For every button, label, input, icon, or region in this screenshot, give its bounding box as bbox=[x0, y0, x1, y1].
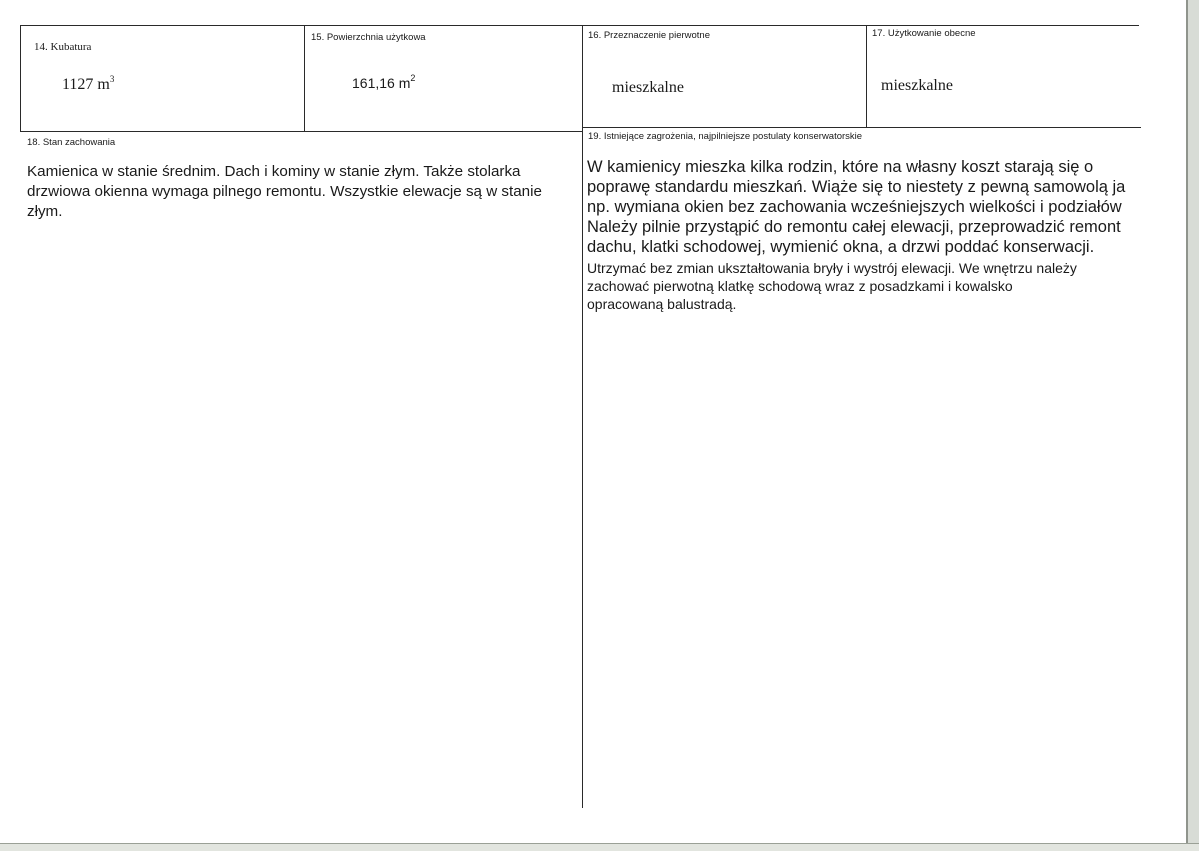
stan-label: 18. Stan zachowania bbox=[27, 137, 116, 148]
row-divider bbox=[20, 131, 582, 132]
przeznaczenie-value: mieszkalne bbox=[612, 79, 684, 96]
kubatura-number: 1127 m bbox=[62, 76, 110, 93]
zagrozenia-line: opracowaną balustradą. bbox=[587, 296, 737, 312]
zagrozenia-line: poprawę standardu mieszkań. Wiąże się to niestety z pewną samowolą ja bbox=[587, 178, 1126, 196]
col-divider-1 bbox=[304, 25, 305, 131]
powierzchnia-label: 15. Powierzchnia użytkowa bbox=[311, 32, 426, 43]
zagrozenia-line: zachować pierwotną klatkę schodową wraz z posadzkami i kowalsko bbox=[587, 278, 1013, 294]
top-border bbox=[20, 25, 1139, 26]
zagrozenia-line: dachu, klatki schodowej, wymienić okna, a drzwi poddać konserwacji. bbox=[587, 238, 1095, 256]
col-divider-3 bbox=[866, 25, 867, 127]
kubatura-exponent: 3 bbox=[109, 74, 115, 84]
kubatura-value bbox=[62, 74, 114, 94]
stan-line: złym. bbox=[27, 203, 63, 220]
stan-line: Kamienica w stanie średnim. Dach i kominy w stanie złym. Także stolarka bbox=[27, 163, 521, 180]
powierzchnia-exponent: 2 bbox=[410, 73, 416, 83]
stan-text bbox=[27, 162, 577, 222]
scan-edge-right bbox=[1186, 0, 1199, 850]
kubatura-label: 14. Kubatura bbox=[34, 41, 92, 53]
row-divider-right bbox=[582, 127, 1141, 128]
col-divider-2 bbox=[582, 25, 583, 808]
stan-line: drzwiowa okienna wymaga pilnego remontu. Wszystkie elewacje są w stanie bbox=[27, 183, 542, 200]
zagrozenia-line: np. wymiana okien bez zachowania wcześniejszych wielkości i podziałów bbox=[587, 198, 1122, 216]
przeznaczenie-label: 16. Przeznaczenie pierwotne bbox=[588, 30, 710, 41]
powierzchnia-number: 161,16 m bbox=[352, 75, 411, 91]
zagrozenia-label: 19. Istniejące zagrożenia, najpilniejsze postulaty konserwatorskie bbox=[588, 131, 863, 142]
uzytkowanie-label: 17. Użytkowanie obecne bbox=[872, 28, 976, 39]
powierzchnia-value bbox=[352, 73, 415, 91]
zagrozenia-line: Utrzymać bez zmian ukształtowania bryły i wystrój elewacji. We wnętrzu należy bbox=[587, 260, 1077, 276]
uzytkowanie-value: mieszkalne bbox=[881, 77, 953, 94]
zagrozenia-text bbox=[587, 157, 1141, 313]
zagrozenia-line: W kamienicy mieszka kilka rodzin, które na własny koszt starają się o bbox=[587, 158, 1094, 176]
left-border bbox=[20, 25, 21, 131]
zagrozenia-line: Należy pilnie przystąpić do remontu całej elewacji, przeprowadzić remont bbox=[587, 218, 1121, 236]
